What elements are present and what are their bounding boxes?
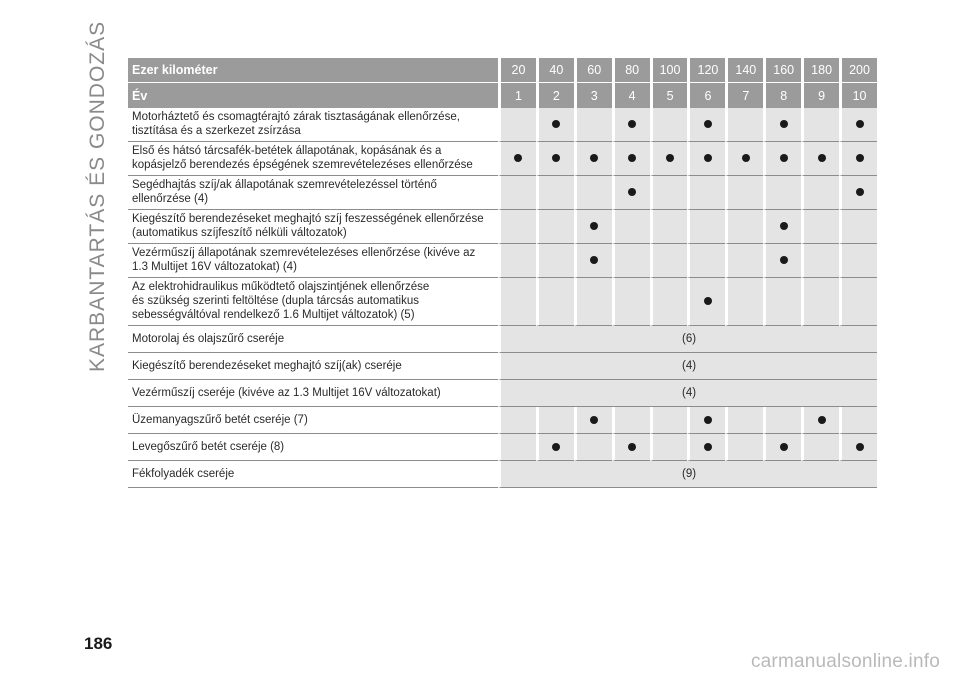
table-row (128, 278, 877, 326)
schedule-cell (839, 434, 877, 461)
check-dot-icon (780, 120, 788, 128)
header-year-cell: 6 (687, 83, 725, 108)
schedule-cell (498, 407, 536, 434)
header-km-cell: 80 (612, 58, 650, 83)
schedule-cell (687, 176, 725, 210)
maintenance-schedule-table (128, 58, 877, 488)
schedule-cell (763, 278, 801, 326)
table-row (128, 176, 877, 210)
header-km-label: Ezer kilométer (128, 58, 498, 83)
row-description-line: Kiegészítő berendezéseket meghajtó szíj feszességének ellenőrzése (132, 213, 484, 225)
schedule-cell (801, 407, 839, 434)
row-note: (6) (498, 326, 877, 353)
schedule-cell (839, 407, 877, 434)
row-description-line: Az elektrohidraulikus működtető olajszintjének ellenőrzése (132, 281, 430, 293)
row-description-line: 1.3 Multijet 16V változatokat) (4) (132, 261, 297, 273)
schedule-cell (574, 210, 612, 244)
schedule-cell (763, 434, 801, 461)
schedule-cell (574, 278, 612, 326)
schedule-cell (725, 244, 763, 278)
header-year-cell: 4 (612, 83, 650, 108)
row-note: (9) (498, 461, 877, 488)
schedule-cell (725, 278, 763, 326)
check-dot-icon (704, 416, 712, 424)
header-year-cell: 1 (498, 83, 536, 108)
header-row-year (128, 83, 877, 108)
check-dot-icon (780, 154, 788, 162)
check-dot-icon (628, 443, 636, 451)
row-description (128, 461, 498, 488)
row-description-line: Kiegészítő berendezéseket meghajtó szíj(ak) cseréje (132, 359, 402, 372)
schedule-cell (498, 108, 536, 142)
schedule-cell (536, 210, 574, 244)
row-description-line: Fékfolyadék cseréje (132, 467, 235, 480)
schedule-cell (498, 142, 536, 176)
check-dot-icon (552, 443, 560, 451)
check-dot-icon (704, 120, 712, 128)
check-dot-icon (590, 256, 598, 264)
schedule-cell (839, 176, 877, 210)
schedule-cell (801, 278, 839, 326)
schedule-cell (725, 407, 763, 434)
schedule-cell (498, 434, 536, 461)
section-title-vertical: KARBANTARTÁS ÉS GONDOZÁS (86, 20, 109, 372)
header-year-cell: 3 (574, 83, 612, 108)
schedule-cell (725, 176, 763, 210)
check-dot-icon (818, 154, 826, 162)
header-year-label: Év (128, 83, 498, 108)
schedule-cell (687, 407, 725, 434)
row-description (128, 353, 498, 380)
schedule-body (128, 108, 877, 488)
schedule-cell (801, 434, 839, 461)
schedule-cell (612, 278, 650, 326)
schedule-cell (801, 244, 839, 278)
check-dot-icon (856, 154, 864, 162)
row-note: (4) (498, 380, 877, 407)
table-row (128, 353, 877, 380)
check-dot-icon (856, 188, 864, 196)
schedule-cell (839, 210, 877, 244)
schedule-cell (612, 176, 650, 210)
check-dot-icon (780, 443, 788, 451)
page-number: 186 (84, 634, 113, 653)
schedule-cell (650, 434, 688, 461)
row-description-line: és szükség szerinti feltöltése (dupla tárcsás automatikus (132, 295, 419, 307)
table-row (128, 380, 877, 407)
schedule-cell (650, 407, 688, 434)
schedule-cell (839, 244, 877, 278)
check-dot-icon (628, 120, 636, 128)
schedule-cell (612, 108, 650, 142)
schedule-cell (498, 176, 536, 210)
schedule-cell (801, 210, 839, 244)
header-km-cell: 140 (725, 58, 763, 83)
schedule-cell (725, 434, 763, 461)
schedule-cell (687, 108, 725, 142)
header-year-cell: 9 (801, 83, 839, 108)
row-note: (4) (498, 353, 877, 380)
schedule-cell (687, 278, 725, 326)
table-row (128, 461, 877, 488)
table-row (128, 108, 877, 142)
check-dot-icon (704, 154, 712, 162)
schedule-cell (536, 244, 574, 278)
check-dot-icon (856, 120, 864, 128)
schedule-cell (687, 210, 725, 244)
row-description (128, 142, 498, 176)
check-dot-icon (666, 154, 674, 162)
schedule-cell (612, 244, 650, 278)
schedule-cell (536, 434, 574, 461)
header-year-cell: 10 (839, 83, 877, 108)
header-row-km (128, 58, 877, 83)
schedule-cell (839, 142, 877, 176)
schedule-cell (650, 210, 688, 244)
row-description-line: Motorháztető és csomagtérajtó zárak tisztaságának ellenőrzése, (132, 111, 460, 123)
check-dot-icon (704, 297, 712, 305)
row-description (128, 108, 498, 142)
check-dot-icon (552, 154, 560, 162)
header-km-cell: 60 (574, 58, 612, 83)
schedule-cell (801, 176, 839, 210)
header-km-cell: 40 (536, 58, 574, 83)
row-description (128, 244, 498, 278)
schedule-cell (498, 278, 536, 326)
row-description-line: Vezérműszíj állapotának szemrevételezéses ellenőrzése (kivéve az (132, 247, 476, 259)
schedule-cell (498, 210, 536, 244)
table-row (128, 407, 877, 434)
schedule-cell (574, 434, 612, 461)
schedule-cell (763, 407, 801, 434)
check-dot-icon (780, 256, 788, 264)
schedule-cell (650, 176, 688, 210)
schedule-cell (612, 210, 650, 244)
check-dot-icon (742, 154, 750, 162)
table-row (128, 244, 877, 278)
schedule-cell (763, 142, 801, 176)
row-description (128, 278, 498, 326)
schedule-cell (536, 142, 574, 176)
schedule-cell (687, 244, 725, 278)
schedule-cell (839, 278, 877, 326)
check-dot-icon (856, 443, 864, 451)
row-description-line: Motorolaj és olajszűrő cseréje (132, 332, 285, 345)
schedule-cell (801, 108, 839, 142)
check-dot-icon (704, 443, 712, 451)
schedule-cell (498, 244, 536, 278)
schedule-cell (687, 434, 725, 461)
schedule-cell (687, 142, 725, 176)
row-description-line: Első és hátsó tárcsafék-betétek állapotának, kopásának és a (132, 145, 442, 157)
schedule-cell (574, 142, 612, 176)
table-row (128, 434, 877, 461)
row-description-line: kopásjelző berendezés épségének szemrevételezéses ellenőrzése (132, 159, 473, 171)
schedule-cell (612, 142, 650, 176)
header-km-cell: 200 (839, 58, 877, 83)
schedule-cell (612, 407, 650, 434)
schedule-cell (574, 176, 612, 210)
schedule-cell (612, 434, 650, 461)
row-description (128, 176, 498, 210)
check-dot-icon (628, 154, 636, 162)
row-description-line: Vezérműszíj cseréje (kivéve az 1.3 Multijet 16V változatokat) (132, 386, 441, 399)
check-dot-icon (590, 222, 598, 230)
header-year-cell: 8 (763, 83, 801, 108)
check-dot-icon (780, 222, 788, 230)
schedule-cell (725, 142, 763, 176)
header-km-cell: 120 (687, 58, 725, 83)
schedule-cell (650, 108, 688, 142)
schedule-cell (574, 244, 612, 278)
header-km-cell: 100 (650, 58, 688, 83)
check-dot-icon (514, 154, 522, 162)
check-dot-icon (590, 154, 598, 162)
check-dot-icon (818, 416, 826, 424)
schedule-cell (763, 210, 801, 244)
schedule-cell (536, 176, 574, 210)
schedule-cell (725, 108, 763, 142)
table-row (128, 142, 877, 176)
row-description-line: Levegőszűrő betét cseréje (8) (132, 440, 285, 453)
schedule-cell (650, 142, 688, 176)
row-description (128, 407, 498, 434)
row-description (128, 434, 498, 461)
table-row (128, 210, 877, 244)
table-row (128, 326, 877, 353)
row-description-line: sebességváltóval rendelkező 1.6 Multijet változatok) (5) (132, 309, 415, 321)
schedule-cell (650, 244, 688, 278)
header-km-cell: 180 (801, 58, 839, 83)
schedule-cell (650, 278, 688, 326)
watermark-text: carmanualsonline.info (750, 651, 940, 672)
schedule-cell (536, 407, 574, 434)
schedule-cell (574, 108, 612, 142)
schedule-cell (839, 108, 877, 142)
header-km-cell: 160 (763, 58, 801, 83)
schedule-cell (536, 278, 574, 326)
schedule-cell (801, 142, 839, 176)
row-description-line: Üzemanyagszűrő betét cseréje (7) (132, 413, 308, 426)
row-description-line: tisztítása és a szerkezet zsírzása (132, 125, 301, 137)
header-km-cell: 20 (498, 58, 536, 83)
row-description (128, 380, 498, 407)
header-year-cell: 7 (725, 83, 763, 108)
header-year-cell: 5 (650, 83, 688, 108)
header-year-cell: 2 (536, 83, 574, 108)
row-description-line: Segédhajtás szíj/ak állapotának szemrevételezéssel történő (132, 179, 437, 191)
check-dot-icon (590, 416, 598, 424)
schedule-cell (763, 176, 801, 210)
schedule-cell (574, 407, 612, 434)
check-dot-icon (628, 188, 636, 196)
schedule-cell (536, 108, 574, 142)
check-dot-icon (552, 120, 560, 128)
schedule-cell (763, 108, 801, 142)
schedule-cell (763, 244, 801, 278)
row-description-line: ellenőrzése (4) (132, 193, 209, 205)
row-description (128, 210, 498, 244)
row-description (128, 326, 498, 353)
row-description-line: (automatikus szíjfeszítő nélküli változatok) (132, 227, 347, 239)
schedule-cell (725, 210, 763, 244)
